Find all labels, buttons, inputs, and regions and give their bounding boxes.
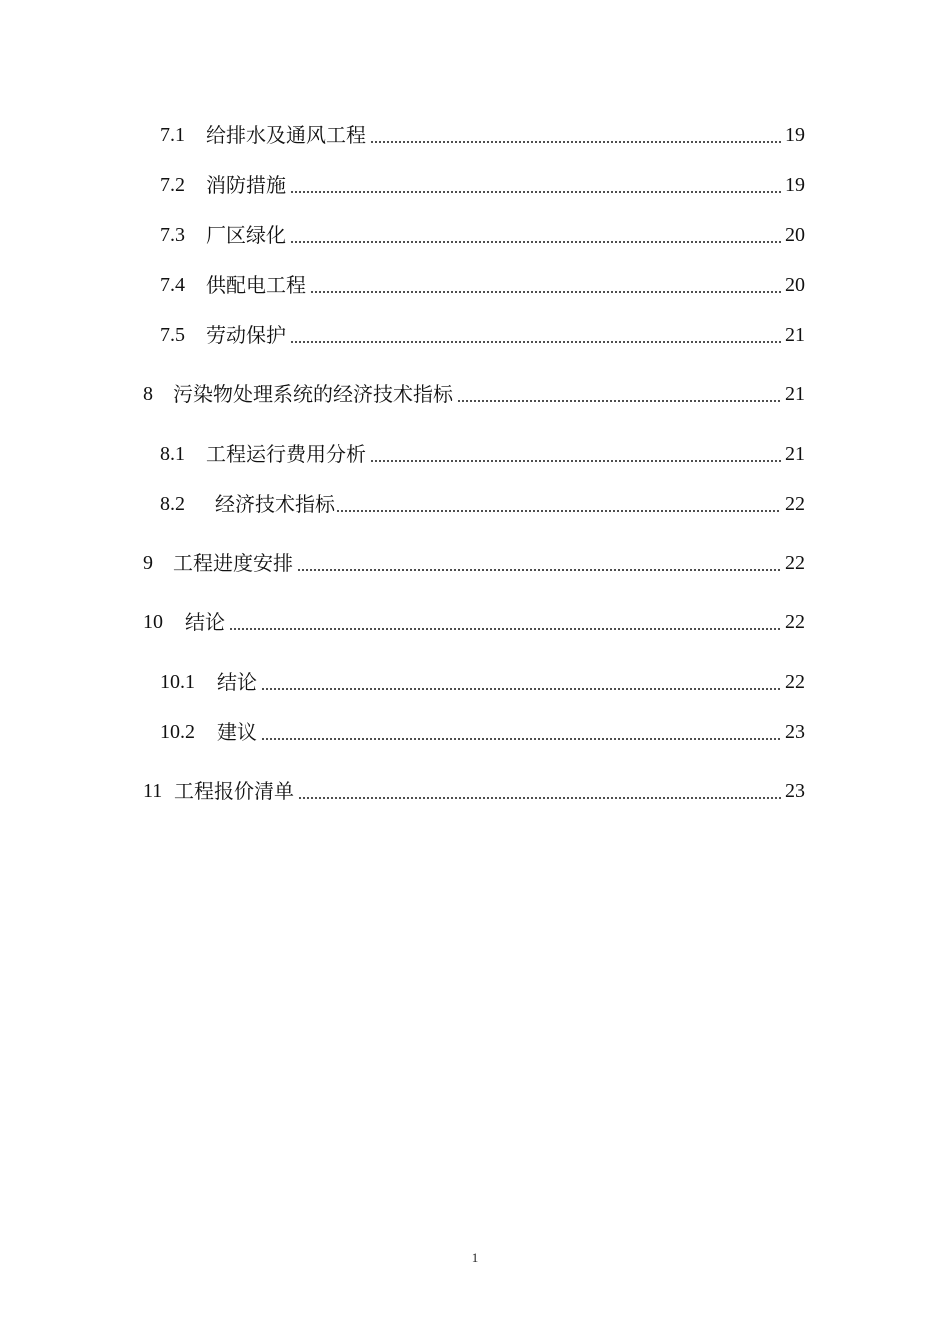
toc-entry-10-2[interactable] xyxy=(160,718,805,746)
toc-entry-page: 20 xyxy=(785,274,805,296)
toc-entry-number: 10.2 xyxy=(160,721,195,743)
toc-entry-7-4[interactable] xyxy=(160,271,805,299)
toc-entry-number: 7.3 xyxy=(160,224,185,246)
toc-entry-number: 8 xyxy=(143,383,153,405)
toc-dot-leader xyxy=(290,321,781,349)
toc-entry-page: 21 xyxy=(785,383,805,405)
toc-entry-title: 厂区绿化 xyxy=(206,223,286,247)
toc-entry-number: 10 xyxy=(143,611,163,633)
toc-entry-number: 11 xyxy=(143,780,163,802)
toc-dot-leader xyxy=(370,440,781,468)
toc-entry-title: 劳动保护 xyxy=(206,323,286,347)
toc-entry-title: 结论 xyxy=(185,610,225,634)
toc-entry-10[interactable] xyxy=(143,608,805,636)
toc-dot-leader xyxy=(229,608,781,636)
toc-dot-leader xyxy=(297,549,781,577)
toc-dot-leader xyxy=(261,718,781,746)
toc-entry-page: 22 xyxy=(785,552,805,574)
toc-dot-leader xyxy=(370,121,781,149)
toc-entry-page: 19 xyxy=(785,174,805,196)
toc-entry-page: 23 xyxy=(785,780,805,802)
toc-entry-number: 7.1 xyxy=(160,124,185,146)
toc-entry-title: 供配电工程 xyxy=(206,273,306,297)
toc-entry-page: 23 xyxy=(785,721,805,743)
toc-entry-page: 21 xyxy=(785,443,805,465)
toc-entry-8[interactable] xyxy=(143,380,805,408)
toc-entry-page: 21 xyxy=(785,324,805,346)
toc-entry-7-2[interactable] xyxy=(160,171,805,199)
toc-entry-page: 22 xyxy=(785,671,805,693)
toc-entry-page: 20 xyxy=(785,224,805,246)
toc-dot-leader xyxy=(298,777,781,805)
toc-entry-number: 8.2 xyxy=(160,493,185,515)
toc-entry-number: 7.5 xyxy=(160,324,185,346)
toc-entry-7-5[interactable] xyxy=(160,321,805,349)
toc-entry-title: 工程进度安排 xyxy=(173,551,293,575)
page-number: 1 xyxy=(471,1250,479,1265)
toc-entry-number: 7.4 xyxy=(160,274,185,296)
toc-dot-leader xyxy=(457,380,781,408)
toc-entry-8-1[interactable] xyxy=(160,440,805,468)
toc-dot-leader xyxy=(290,221,781,249)
toc-entry-title: 经济技术指标 xyxy=(215,492,335,516)
toc-entry-number: 10.1 xyxy=(160,671,195,693)
toc-entry-number: 9 xyxy=(143,552,153,574)
toc-entry-page: 22 xyxy=(785,611,805,633)
toc-entry-title: 给排水及通风工程 xyxy=(206,123,366,147)
toc-entry-title: 工程报价清单 xyxy=(174,779,294,803)
toc-entry-title: 工程运行费用分析 xyxy=(206,442,366,466)
toc-entry-10-1[interactable] xyxy=(160,668,805,696)
toc-entry-title: 污染物处理系统的经济技术指标 xyxy=(173,382,453,406)
toc-entry-page: 22 xyxy=(785,493,805,515)
toc-entry-8-2[interactable] xyxy=(160,490,805,518)
toc-entry-title: 建议 xyxy=(217,720,257,744)
toc-entry-7-1[interactable] xyxy=(160,121,805,149)
toc-entry-page: 19 xyxy=(785,124,805,146)
toc-entry-7-3[interactable] xyxy=(160,221,805,249)
toc-entry-title: 结论 xyxy=(217,670,257,694)
toc-entry-number: 7.2 xyxy=(160,174,185,196)
toc-dot-leader xyxy=(310,271,781,299)
toc-dot-leader xyxy=(336,490,781,518)
toc-entry-title: 消防措施 xyxy=(206,173,286,197)
toc-dot-leader xyxy=(261,668,781,696)
toc-entry-11[interactable] xyxy=(143,777,805,805)
toc-entry-number: 8.1 xyxy=(160,443,185,465)
toc-dot-leader xyxy=(290,171,781,199)
toc-entry-9[interactable] xyxy=(143,549,805,577)
